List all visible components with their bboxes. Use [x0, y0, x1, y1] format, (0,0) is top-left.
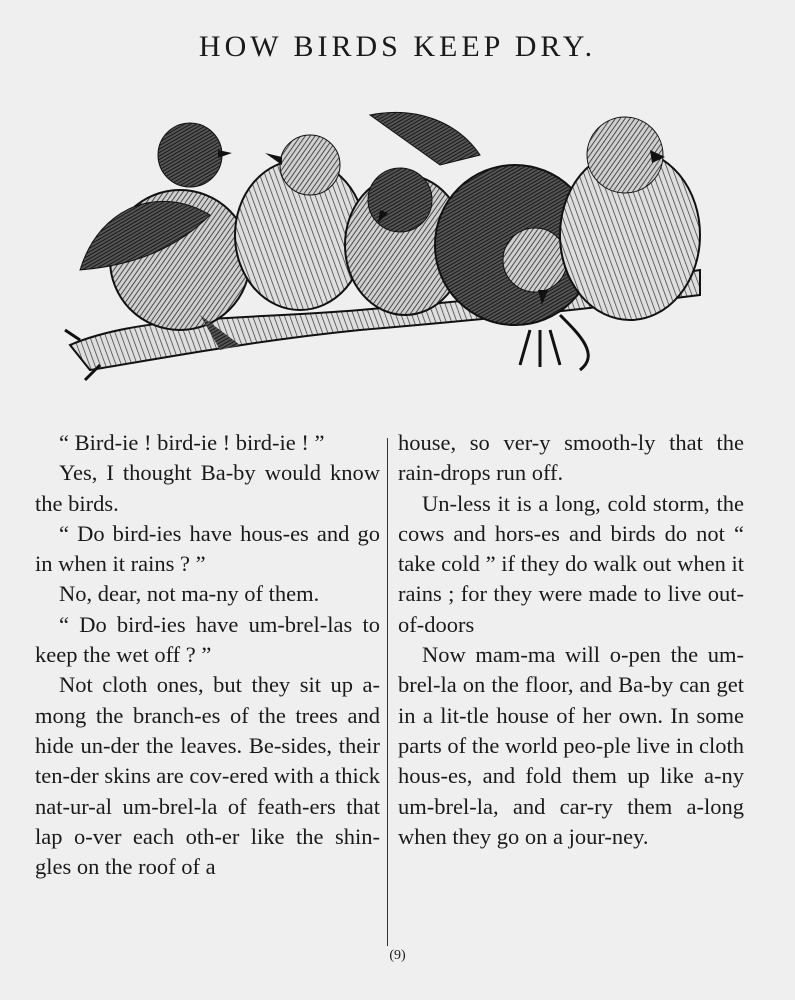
paragraph: Yes, I thought Ba-by would know the birds.	[35, 460, 380, 516]
right-column	[398, 428, 744, 852]
left-column	[35, 428, 380, 882]
paragraph: Not cloth ones, but they sit up a-mong the branch-es of the trees and hide un-der the leaves. Be-sides, their ten-der skins are cov-ered with a thick nat-ur-al um-brel-la of feath-ers that lap o-ver each oth-er like the shin-gles on the roof of a	[35, 672, 380, 880]
paragraph: Now mam-ma will o-pen the um-brel-la on the floor, and Ba-by can get in a lit-tle house of her own. In some parts of the world peo-ple live in cloth hous-es, and fold them up like a-ny um-brel-la, and car-ry them a-long when they go on a jour-ney.	[398, 642, 744, 849]
page-number: (9)	[389, 948, 406, 963]
paragraph: “ Bird-ie ! bird-ie ! bird-ie ! ”	[59, 430, 325, 455]
paragraph: “ Do bird-ies have hous-es and go in when it rains ? ”	[35, 520, 380, 577]
paragraph: No, dear, not ma-ny of them.	[59, 581, 320, 607]
paragraph: Un-less it is a long, cold storm, the cows and hors-es and birds do not “ take cold ” if they do walk out when it rains ; for they were made to live out-of-doors	[398, 490, 744, 637]
paragraph: “ Do bird-ies have um-brel-las to keep the wet off ? ”	[35, 611, 380, 668]
column-divider	[387, 438, 388, 946]
page-title: HOW BIRDS KEEP DRY.	[198, 30, 597, 63]
birds-illustration	[60, 95, 710, 385]
paragraph-continuation: house, so ver-y smooth-ly that the rain-drops run off.	[398, 430, 744, 486]
